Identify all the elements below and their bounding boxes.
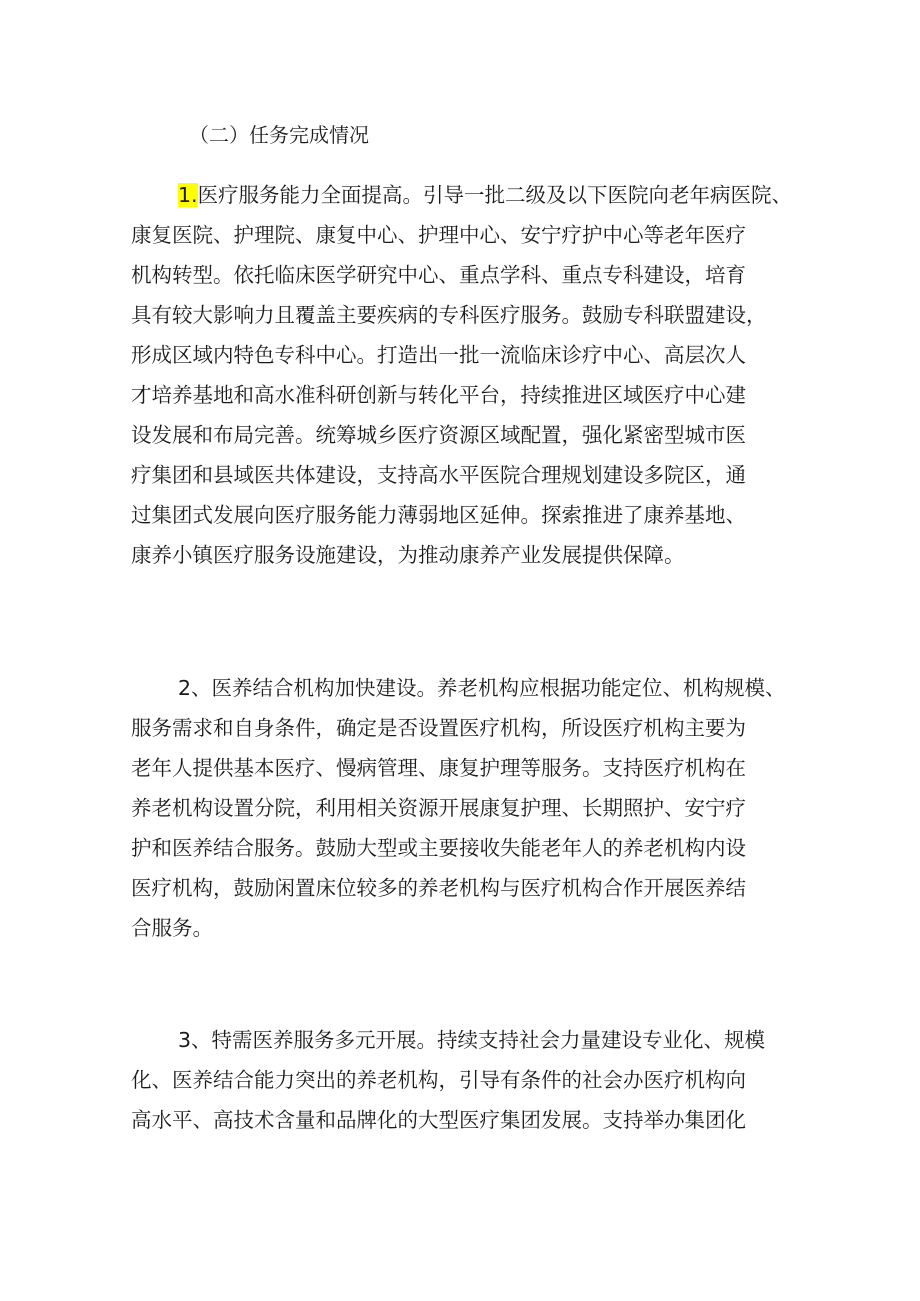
- paragraph-line: 形成区域内特色专科中心。打造出一批一流临床诊疗中心、高层次人: [131, 343, 746, 367]
- paragraph-3: [131, 1020, 796, 1140]
- paragraph-line: 疗集团和县域医共体建设，支持高水平医院合理规划建设多院区，通: [131, 463, 746, 487]
- highlighted-marker: 1.: [178, 183, 198, 207]
- paragraph-line: 化、医养结合能力突出的养老机构，引导有条件的社会办医疗机构向: [131, 1068, 746, 1092]
- paragraph-line: 机构转型。依托临床医学研究中心、重点学科、重点专科建设，培育: [131, 263, 746, 287]
- paragraph-line: 设发展和布局完善。统筹城乡医疗资源区域配置，强化紧密型城市医: [131, 423, 746, 447]
- paragraph-line: 服务需求和自身条件，确定是否设置医疗机构，所设医疗机构主要为: [131, 716, 746, 740]
- paragraph-line: 养老机构设置分院，利用相关资源开展康复护理、长期照护、安宁疗: [131, 796, 746, 820]
- paragraph-line: 康养小镇医疗服务设施建设，为推动康养产业发展提供保障。: [131, 543, 685, 567]
- paragraph-line: 康复医院、护理院、康复中心、护理中心、安宁疗护中心等老年医疗: [131, 223, 746, 247]
- paragraph-line: 老年人提供基本医疗、慢病管理、康复护理等服务。支持医疗机构在: [131, 756, 746, 780]
- paragraph-line: 医疗机构，鼓励闲置床位较多的养老机构与医疗机构合作开展医养结: [131, 876, 746, 900]
- section-heading: （二）任务完成情况: [189, 123, 369, 147]
- paragraph-2: [131, 668, 796, 948]
- paragraph-line: 具有较大影响力且覆盖主要疾病的专科医疗服务。鼓励专科联盟建设，: [131, 303, 767, 327]
- paragraph-line: 过集团式发展向医疗服务能力薄弱地区延伸。探索推进了康养基地、: [131, 503, 746, 527]
- paragraph-line: 3、特需医养服务多元开展。持续支持社会力量建设专业化、规模: [178, 1028, 766, 1052]
- paragraph-1: [131, 175, 796, 575]
- paragraph-line: 护和医养结合服务。鼓励大型或主要接收失能老年人的养老机构内设: [131, 836, 746, 860]
- paragraph-line: 1.医疗服务能力全面提高。引导一批二级及以下医院向老年病医院、: [178, 183, 793, 207]
- paragraph-line: 2、医养结合机构加快建设。养老机构应根据功能定位、机构规模、: [178, 676, 786, 700]
- paragraph-line: 高水平、高技术含量和品牌化的大型医疗集团发展。支持举办集团化: [131, 1108, 746, 1132]
- paragraph-line: 才培养基地和高水准科研创新与转化平台，持续推进区域医疗中心建: [131, 383, 746, 407]
- paragraph-line: 合服务。: [131, 916, 213, 940]
